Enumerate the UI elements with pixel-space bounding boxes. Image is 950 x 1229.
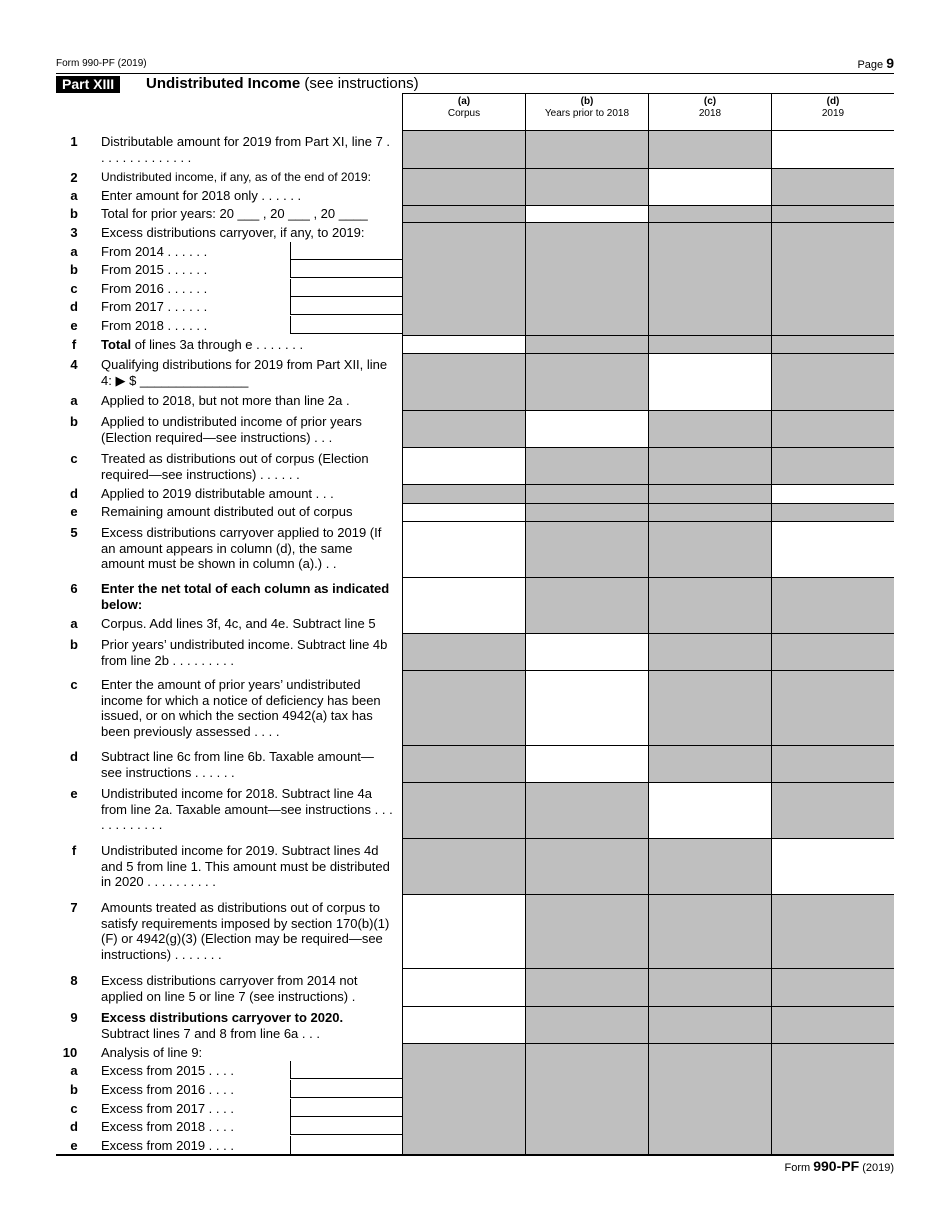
line-8-num: 8	[70, 973, 78, 988]
col-b-header: (b) Years prior to 2018	[544, 96, 630, 119]
line-7-num: 7	[70, 900, 78, 915]
page-label: Page	[857, 59, 884, 71]
line-4d-text: Applied to 2019 distributable amount . . .	[101, 486, 334, 501]
line-8-text: Excess distributions carryover from 2014 not applied on line 5 or line 7 (see instructions) .	[101, 973, 358, 1004]
form-footer: Form 990-PF (2019)	[784, 1158, 894, 1174]
line-2a-text: Enter amount for 2018 only . . . . . .	[101, 188, 302, 203]
line-7-text: Amounts treated as distributions out of corpus to satisfy requirements imposed by section 170(b)(1)(F) or 4942(g)(3) (Election may be required—see instructions) . . . . . . .	[101, 900, 390, 962]
line-4e-text: Remaining amount distributed out of corpus	[101, 504, 353, 519]
line-6d-text: Subtract line 6c from line 6b. Taxable amount—see instructions . . . . . .	[101, 749, 374, 780]
line-3b-input[interactable]	[290, 260, 403, 278]
line-4a-num: a	[70, 393, 78, 408]
line-3d-text: From 2017 . . . . . .	[101, 299, 208, 314]
line-6c-text: Enter the amount of prior years’ undistributed income for which a notice of deficiency has been issued, or on which the section 4942(a) tax has been previously assessed . . . .	[101, 677, 381, 739]
part-title-rest: (see instructions)	[300, 75, 419, 92]
line-6d-num: d	[70, 749, 78, 764]
line-1-text: Distributable amount for 2019 from Part XI, line 7 . . . . . . . . . . . . . .	[101, 134, 391, 165]
part-tag: Part XIII	[56, 76, 120, 93]
line-10e-text: Excess from 2019 . . . .	[101, 1138, 234, 1153]
line-3a-num: a	[70, 244, 78, 259]
line-4-text: Qualifying distributions for 2019 from Part XII, line 4: ▶ $ _______________	[101, 357, 388, 388]
line-5-text: Excess distributions carryover applied to 2019 (If an amount appears in column (d), the same amount must be shown in column (a).) . .	[101, 525, 382, 571]
line-10a-text: Excess from 2015 . . . .	[101, 1063, 234, 1078]
line-10d-text: Excess from 2018 . . . .	[101, 1119, 234, 1134]
col-d-header: (d) 2019	[821, 96, 845, 119]
line-3c-input[interactable]	[290, 279, 403, 297]
line-10-num: 10	[62, 1045, 78, 1060]
line-3e-num: e	[70, 318, 78, 333]
line-3f-num: f	[71, 337, 77, 352]
line-3c-num: c	[70, 281, 78, 296]
line-10b-text: Excess from 2016 . . . .	[101, 1082, 234, 1097]
line-3c-text: From 2016 . . . . . .	[101, 281, 208, 296]
line-10a-input[interactable]	[290, 1061, 403, 1079]
col-c-header: (c) 2018	[698, 96, 722, 119]
line-6b-num: b	[70, 637, 78, 652]
line-1-num: 1	[70, 134, 78, 149]
line-2a-num: a	[70, 188, 78, 203]
line-3a-input[interactable]	[290, 242, 403, 260]
line-10c-text: Excess from 2017 . . . .	[101, 1101, 234, 1116]
line-10d-num: d	[70, 1119, 78, 1134]
line-3d-num: d	[70, 299, 78, 314]
line-6b-text: Prior years’ undistributed income. Subtract line 4b from line 2b . . . . . . . . .	[101, 637, 388, 668]
col-a-header: (a) Corpus	[447, 96, 481, 119]
line-10b-input[interactable]	[290, 1080, 403, 1098]
form-id-top: Form 990-PF (2019)	[56, 58, 147, 69]
line-4-num: 4	[70, 357, 78, 372]
line-3b-num: b	[70, 262, 78, 277]
line-6-num: 6	[70, 581, 78, 596]
line-10e-num: e	[70, 1138, 78, 1153]
line-3-text: Excess distributions carryover, if any, to 2019:	[101, 225, 365, 240]
line-9-text: Excess distributions carryover to 2020. Subtract lines 7 and 8 from line 6a . . .	[101, 1010, 344, 1041]
line-10c-num: c	[70, 1101, 78, 1116]
line-3e-text: From 2018 . . . . . .	[101, 318, 208, 333]
part-title-bold: Undistributed Income	[146, 75, 301, 92]
line-2b-text: Total for prior years: 20 ___ , 20 ___ , 20 ____	[101, 206, 368, 221]
line-10a-num: a	[70, 1063, 78, 1078]
line-6f-num: f	[71, 843, 77, 858]
line-5-num: 5	[70, 525, 78, 540]
line-10e-input[interactable]	[290, 1136, 403, 1155]
line-2b-num: b	[70, 206, 78, 221]
line-4b-num: b	[70, 414, 78, 429]
page-num: 9	[886, 55, 894, 71]
line-3d-input[interactable]	[290, 297, 403, 315]
line-4e-num: e	[70, 504, 78, 519]
line-3e-input[interactable]	[290, 316, 403, 334]
line-10c-input[interactable]	[290, 1099, 403, 1117]
line-4c-num: c	[70, 451, 78, 466]
line-6e-num: e	[70, 786, 78, 801]
line-3a-text: From 2014 . . . . . .	[101, 244, 208, 259]
line-4c-text: Treated as distributions out of corpus (Election required—see instructions) . . . . . .	[101, 451, 369, 482]
line-3-num: 3	[70, 225, 78, 240]
line-6e-text: Undistributed income for 2018. Subtract line 4a from line 2a. Taxable amount—see instructions . . . . . . . . . . . .	[101, 786, 393, 832]
line-6f-text: Undistributed income for 2019. Subtract lines 4d and 5 from line 1. This amount must be distributed in 2020 . . . . . . . . . .	[101, 843, 390, 889]
line-9-num: 9	[70, 1010, 78, 1025]
line-2-num: 2	[70, 170, 78, 185]
line-4b-text: Applied to undistributed income of prior years (Election required—see instructions) . . .	[101, 414, 362, 445]
line-10-text: Analysis of line 9:	[101, 1045, 203, 1060]
line-10d-input[interactable]	[290, 1117, 403, 1135]
part-title	[146, 75, 419, 92]
page-number	[857, 55, 894, 71]
line-6c-num: c	[70, 677, 78, 692]
line-6a-text: Corpus. Add lines 3f, 4c, and 4e. Subtract line 5	[101, 616, 376, 631]
line-10b-num: b	[70, 1082, 78, 1097]
line-6-text: Enter the net total of each column as indicated below:	[101, 581, 390, 612]
line-6a-num: a	[70, 616, 78, 631]
line-3b-text: From 2015 . . . . . .	[101, 262, 208, 277]
line-3f-text: Total of lines 3a through e . . . . . . .	[101, 337, 304, 352]
line-4a-text: Applied to 2018, but not more than line 2a .	[101, 393, 350, 408]
line-2-text: Undistributed income, if any, as of the end of 2019:	[101, 170, 371, 184]
line-4d-num: d	[70, 486, 78, 501]
